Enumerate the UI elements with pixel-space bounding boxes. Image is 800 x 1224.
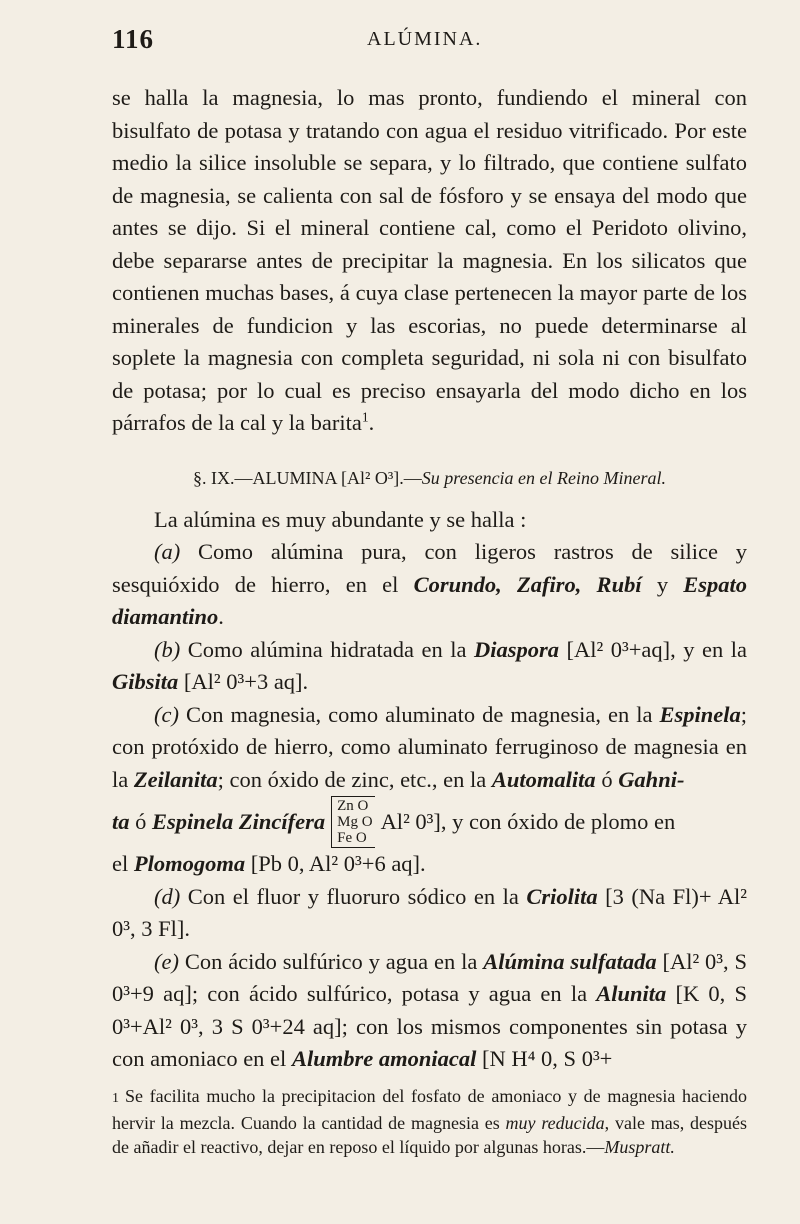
oxide-bracket	[331, 796, 374, 848]
page-body	[112, 82, 747, 1076]
section-subtitle: Su presencia en el Reino Mineral.	[421, 467, 667, 488]
page-header	[112, 24, 712, 56]
intro-paragraph: se halla la magnesia, lo mas pronto, fundiendo el mineral con bisulfato de potasa y tratando con agua el residuo vitrificado. Por este medio la silice insoluble se separa, y lo filtrado, que contiene sulfato de magnesia, se calienta con sal de fósforo y se ensaya del modo que antes se dijo. Si el mineral contiene cal, como el Peridoto olivino, debe separarse antes de precipitar la magnesia. En los silicatos que contienen muchas bases, á cuya clase pertenecen la mayor parte de los minerales de fundicion y las escorias, no puede determinarse al soplete la magnesia con completa seguridad, ni sola ni con bisulfato de potasa; por lo cual es preciso ensayarla del modo dicho en los párrafos de la cal y la barita$^1$.	[112, 85, 747, 435]
page-number: 116	[112, 24, 155, 54]
section-label: §. IX.—ALUMINA [Al² O³].—	[192, 467, 422, 488]
item-e: (e) Con ácido sulfúrico y agua en la Alúmina sulfatada [Al² 0³, S 0³+9 aq]; con ácido sulfúrico, potasa y agua en la Alunita [K 0, S 0³+Al² 0³, 3 S 0³+24 aq]; con los mismos componentes sin potasa y con amoniaco en el Alumbre amoniacal [N H⁴ 0, S 0³+	[112, 948, 748, 1071]
item-c: (c) Con magnesia, como aluminato de magnesia, en la Espinela; con protóxido de hierro, como aluminato ferruginoso de magnesia en la Zeilanita; con óxido de zinc, etc., en la Automalita ó Gahni-	[112, 701, 748, 792]
footnote-ref: 1	[361, 409, 369, 425]
item-d: (d) Con el fluor y fluoruro sódico en la Criolita [3 (Na Fl)+ Al² 0³, 3 Fl].	[112, 883, 748, 941]
bracket-oxide: Mg O	[337, 814, 373, 830]
item-c-end: el Plomogoma [Pb 0, Al² 0³+6 aq].	[112, 851, 426, 876]
item-a: (a) Como alúmina pura, con ligeros rastros de silice y sesquióxido de hierro, en el Corundo, Zafiro, Rubí y Espato diamantino.	[112, 539, 748, 629]
bracket-oxide: Fe O	[337, 830, 367, 846]
lead-line: La alúmina es muy abundante y se halla :	[154, 506, 527, 532]
footnote-author: Muspratt.	[604, 1137, 675, 1157]
footnote: 1 Se facilita mucho la precipitacion del fosfato de amoniaco y de magnesia haciendo hervir la mezcla. Cuando la cantidad de magnesia es muy reducida, vale mas, después de añadir el reactivo, dejar en reposo el líquido por algunas horas.—Muspratt.	[112, 1086, 748, 1157]
section-heading	[112, 466, 747, 490]
item-b: (b) Como alúmina hidratada en la Diaspora [Al² 0³+aq], y en la Gibsita [Al² 0³+3 aq].	[112, 636, 748, 694]
footnote-mark: 1	[112, 1091, 119, 1106]
running-title: ALÚMINA.	[367, 28, 483, 50]
item-c-formula-line: ta ó Espinela Zincífera Zn O Mg O Fe O Al² 0³], y con óxido de plomo en	[112, 798, 676, 846]
bracket-oxide: Zn O	[337, 798, 369, 814]
